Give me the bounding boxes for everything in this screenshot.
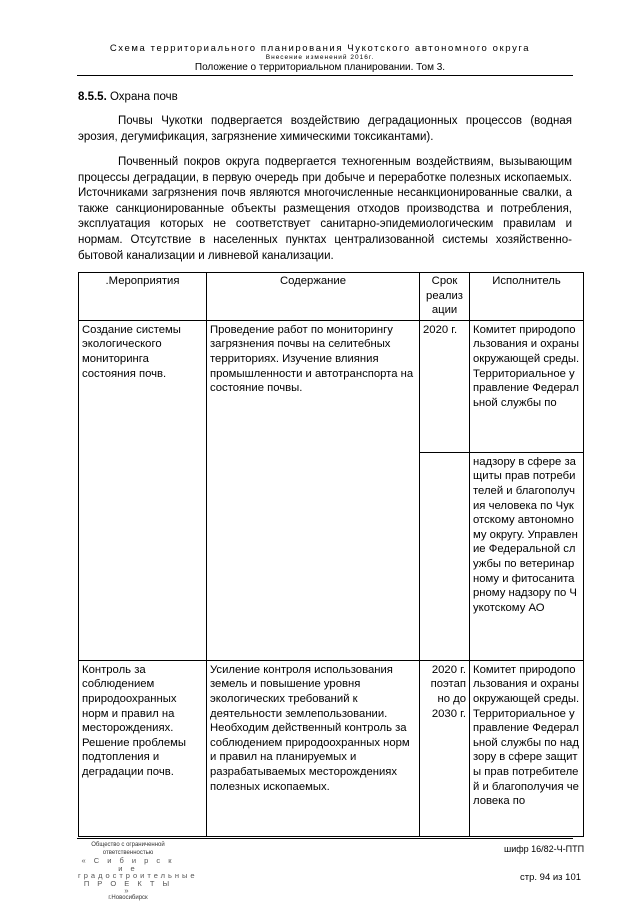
- table-cell-content: Усиление контроля использования земель и повышение уровня экологических требований к деятельности землепользовании. Необходим действенный контроль за соблюдением природоохранных норм и правил на планируемых и разрабатываемых месторождениях полезных ископаемых.: [207, 660, 420, 836]
- footer-divider: [77, 838, 573, 839]
- table-header-row: [79, 273, 584, 321]
- logo-line: П Р О Е К Т Ы »: [83, 878, 173, 895]
- table-row: [79, 660, 584, 836]
- table-cell-executor: Комитет природопользования и охраны окружающей среды. Территориальное управление Федеральной службы по: [470, 320, 584, 452]
- document-subtitle: Внесение изменений 2016г.: [265, 54, 375, 61]
- document-title: Схема территориального планирования Чукотского автономного округа: [109, 43, 531, 54]
- section-heading: [78, 91, 178, 103]
- table-cell-measure: Создание системы экологического мониторинга состояния почв.: [79, 320, 207, 660]
- column-header: Срок реализ ации: [420, 273, 470, 321]
- table-cell-executor: надзору в сфере защиты прав потребителей и благополучия человека по Чукотскому автономному округу. Управление Федеральной службы по ветеринарному и фитосанитарному надзору по Чукотскому АО: [470, 452, 584, 660]
- logo-line: г.Новосибирск: [108, 894, 148, 901]
- table-cell-content: Проведение работ по мониторингу загрязнения почвы на селитебных территориях. Изучение влияния промышленности и автотранспорта на состояние почвы.: [207, 320, 420, 660]
- logo-line: Общество с ограниченной ответственностью: [91, 842, 165, 856]
- header-divider: [77, 75, 573, 76]
- column-header: Содержание: [207, 273, 420, 321]
- paragraph: Почвенный покров округа подвергается техногенным воздействиям, вызывающим процессы деградации, в первую очередь при добыче и переработке полезных ископаемых. Источниками загрязнения почв являются многочисленные несанкционированные свалки, а также санкционированные объекты размещения отходов производства и потребления, эксплуатация которых не соответствует санитарно-эпидемиологическим правилам и нормам. Отсутствие в населенных пунктах централизованной системы хозяйственно-бытовой канализации и ливневой канализации.: [78, 156, 572, 262]
- document-volume: Положение о территориальном планировании. Том 3.: [194, 62, 446, 73]
- table-cell-term-empty: [420, 452, 470, 660]
- logo-line: « С и б и р с к и е: [81, 856, 175, 873]
- measures-table: [78, 272, 584, 837]
- column-header: .Мероприятия: [79, 273, 207, 321]
- table-cell-measure: Контроль за соблюдением природоохранных норм и правил на месторождениях. Решение проблемы подтопления и деградации почв.: [79, 660, 207, 836]
- paragraph: Почвы Чукотки подвергается воздействию деградационных процессов (водная эрозия, дегумификация, загрязнение химическими токсикантами).: [78, 115, 572, 143]
- table-cell-executor: Комитет природопользования и охраны окружающей среды. Территориальное управление Федеральной службы по надзору в сфере защиты прав потребителей и благополучия человека по: [470, 660, 584, 836]
- column-header: Исполнитель: [470, 273, 584, 321]
- page-number: стр. 94 из 101: [520, 872, 582, 883]
- section-number: 8.5.5.: [78, 91, 107, 103]
- table-cell-term: 2020 г. поэтап но до 2030 г.: [420, 660, 470, 836]
- document-cipher: шифр 16/82-Ч-ПТП: [504, 844, 585, 854]
- company-logo: [78, 842, 198, 902]
- section-title: Охрана почв: [109, 91, 178, 103]
- table-row: [79, 320, 584, 452]
- logo-line: градостроительные: [78, 871, 198, 880]
- table-cell-term: 2020 г.: [420, 320, 470, 452]
